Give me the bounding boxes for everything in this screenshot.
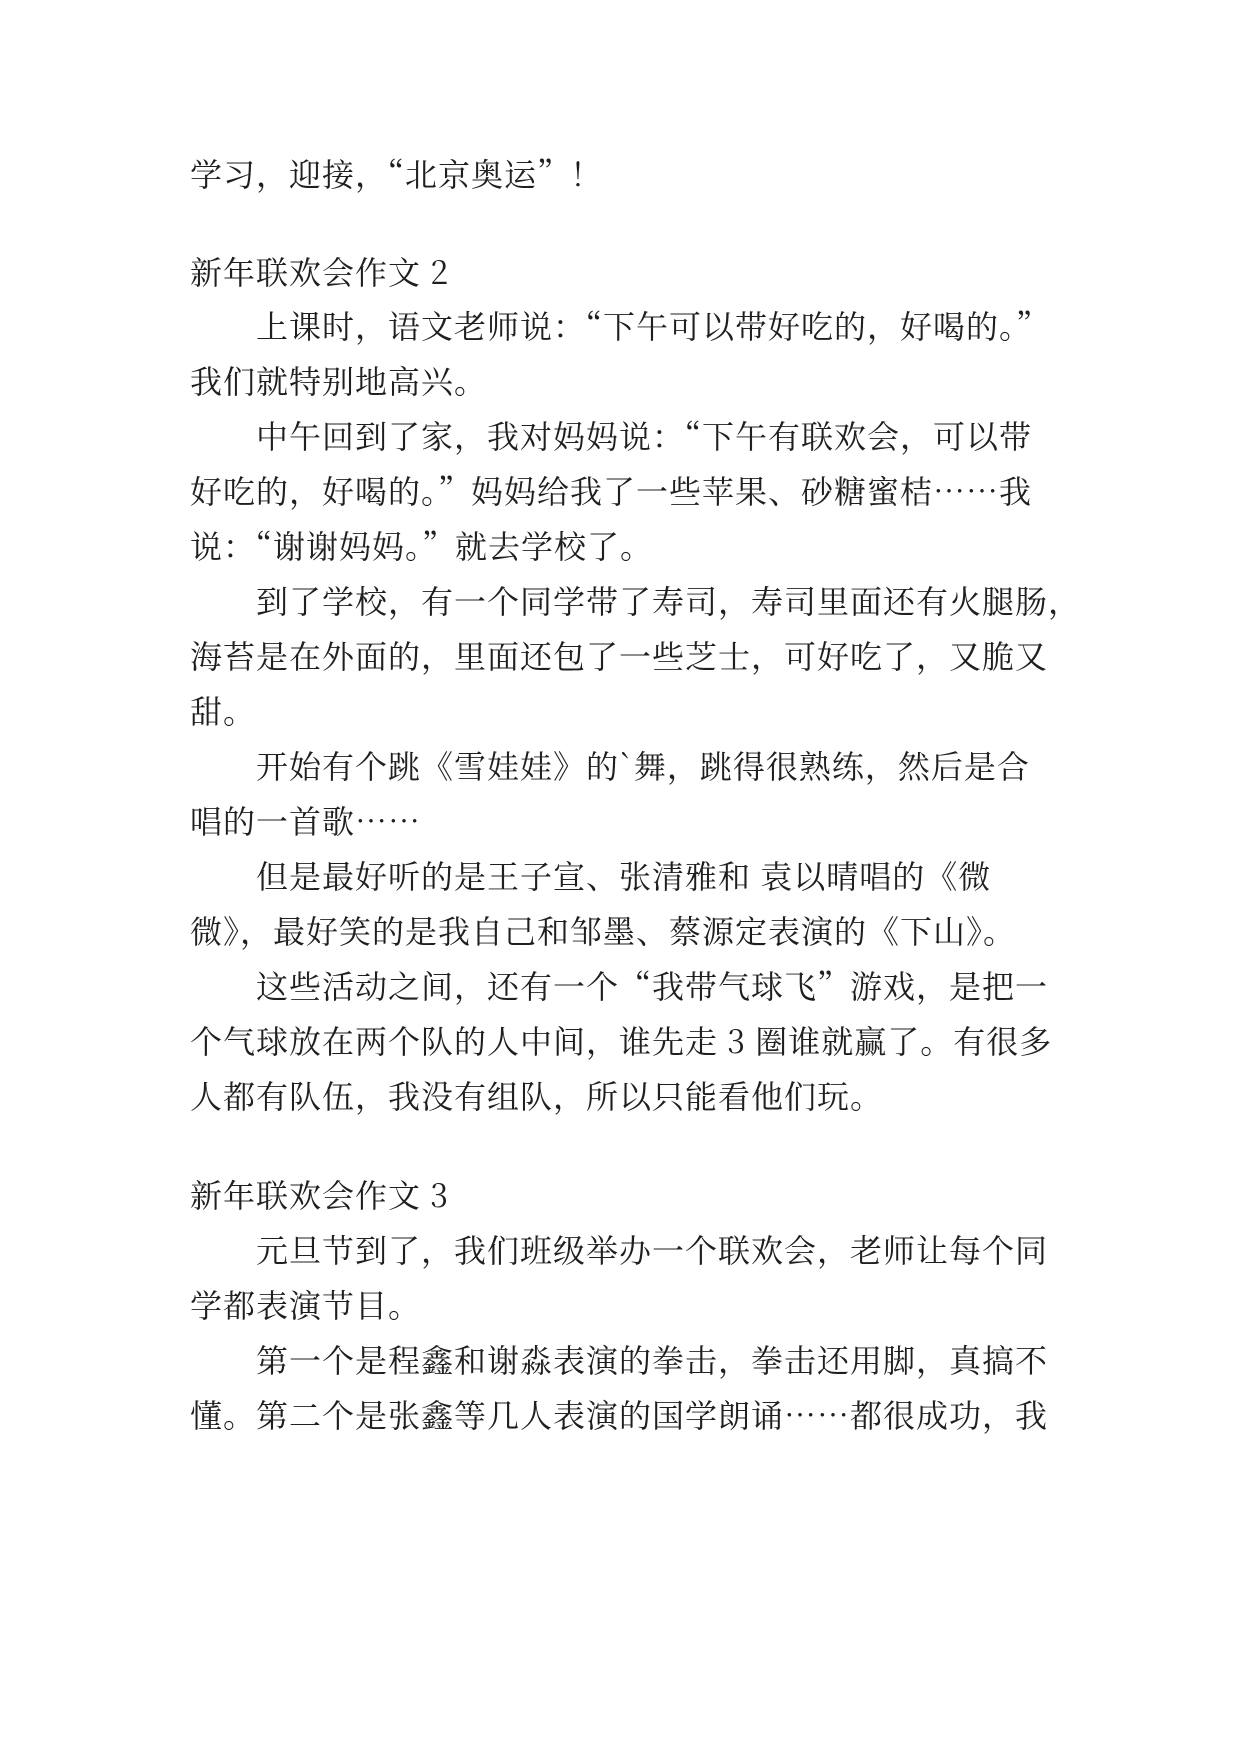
- paragraph-line: 第一个是程鑫和谢淼表演的拳击，拳击还用脚，真搞不: [256, 1336, 1049, 1382]
- paragraph-line: 好吃的，好喝的。”妈妈给我了一些苹果、砂糖蜜桔……我: [190, 467, 1033, 513]
- section-heading: 新年联欢会作文 3: [190, 1171, 450, 1217]
- paragraph-line: 中午回到了家，我对妈妈说：“下午有联欢会，可以带: [256, 412, 1033, 458]
- paragraph-line: 懂。第二个是张鑫等几人表演的国学朗诵……都很成功，我: [190, 1391, 1049, 1437]
- intro-line: 学习，迎接，“北京奥运”！: [190, 150, 604, 196]
- paragraph-line: 开始有个跳《雪娃娃》的`舞，跳得很熟练，然后是合: [256, 742, 1030, 788]
- paragraph-line: 上课时，语文老师说：“下午可以带好吃的，好喝的。”: [256, 302, 1050, 348]
- paragraph-line: 但是最好听的是王子宣、张清雅和 袁以晴唱的《微: [256, 852, 992, 898]
- paragraph-line: 元旦节到了，我们班级举办一个联欢会，老师让每个同: [256, 1226, 1049, 1272]
- paragraph-line: 甜。: [190, 687, 257, 733]
- paragraph-line: 这些活动之间，还有一个“我带气球飞”游戏，是把一: [256, 962, 1049, 1008]
- paragraph-line: 说：“谢谢妈妈。”就去学校了。: [190, 522, 654, 568]
- paragraph-line: 唱的一首歌……: [190, 797, 422, 843]
- paragraph-line: 到了学校，有一个同学带了寿司，寿司里面还有火腿肠，: [256, 577, 1082, 623]
- paragraph-line: 微》，最好笑的是我自己和邹墨、蔡源定表演的《下山》。: [190, 907, 1017, 953]
- paragraph-line: 个气球放在两个队的人中间，谁先走 3 圈谁就赢了。有很多: [190, 1017, 1053, 1063]
- paragraph-line: 学都表演节目。: [190, 1281, 422, 1327]
- section-heading: 新年联欢会作文 2: [190, 248, 450, 294]
- paragraph-line: 海苔是在外面的，里面还包了一些芝士，可好吃了，又脆又: [190, 632, 1049, 678]
- paragraph-line: 人都有队伍，我没有组队，所以只能看他们玩。: [190, 1072, 884, 1118]
- paragraph-line: 我们就特别地高兴。: [190, 357, 488, 403]
